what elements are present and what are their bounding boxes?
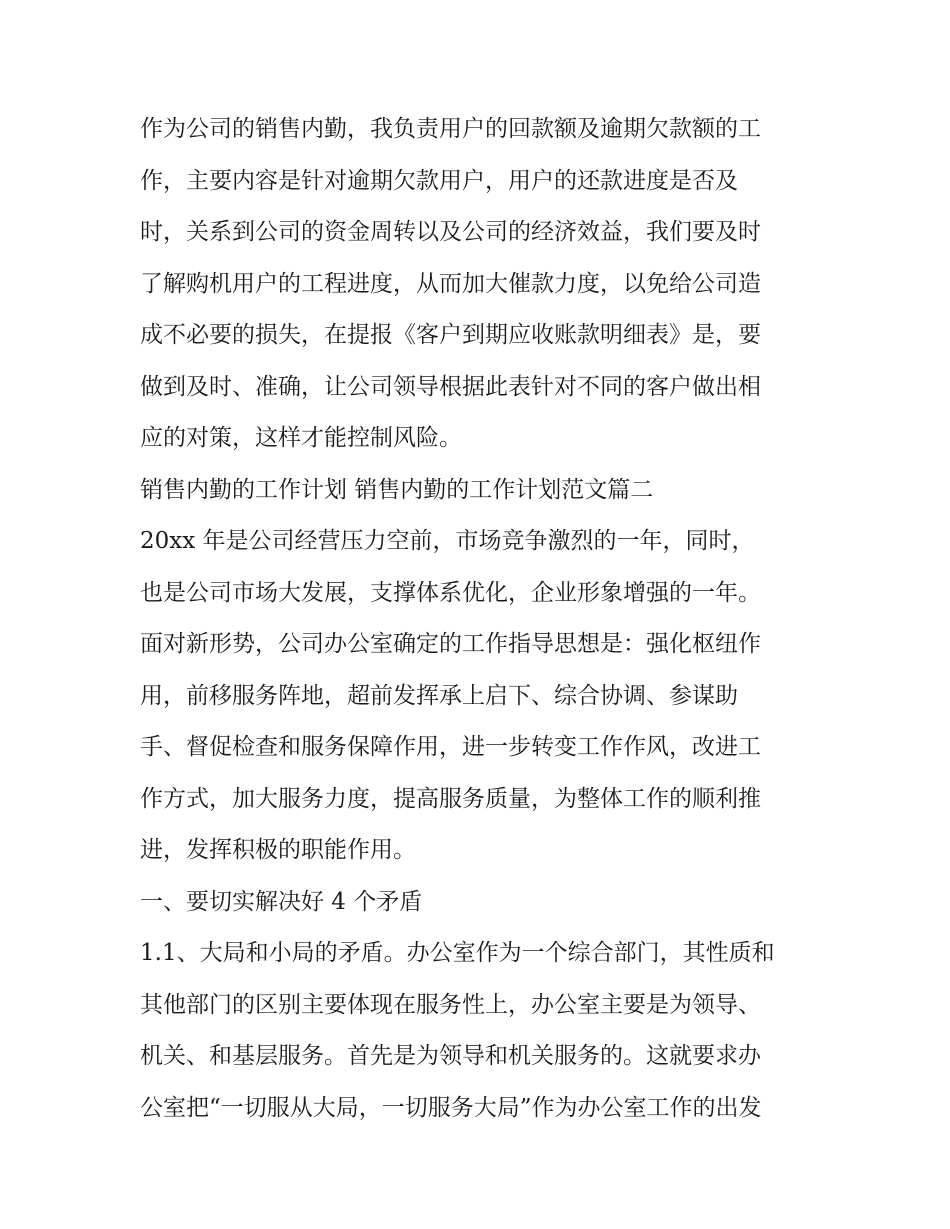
text-line: 进，发挥积极的职能作用。 <box>140 837 416 863</box>
text-line: 也是公司市场大发展，支撑体系优化，企业形象增强的一年。 <box>140 579 761 606</box>
text-line: 公室把“一切服从大局，一切服务大局”作为办公室工作的出发 <box>140 1094 762 1121</box>
text-line: 作，主要内容是针对逾期欠款用户，用户的还款进度是否及 <box>140 167 738 194</box>
text-line: 作方式，加大服务力度，提高服务质量，为整体工作的顺利推 <box>140 785 761 812</box>
text-line: 用，前移服务阵地，超前发挥承上启下、综合协调、参谋助 <box>140 682 738 709</box>
text-line: 其他部门的区别主要体现在服务性上，办公室主要是为领导、 <box>140 991 761 1018</box>
text-line: 20xx 年是公司经营压力空前，市场竞争激烈的一年，同时， <box>140 528 755 554</box>
text-line: 应的对策，这样才能控制风险。 <box>140 425 462 451</box>
document-body <box>140 104 820 1134</box>
text-line: 面对新形势，公司办公室确定的工作指导思想是：强化枢纽作 <box>140 631 761 657</box>
text-line: 手、督促检查和服务保障作用，进一步转变工作作风，改进工 <box>140 734 761 760</box>
subsection-heading: 一、要切实解决好 4 个矛盾 <box>140 888 423 915</box>
text-line: 时，关系到公司的资金周转以及公司的经济效益，我们要及时 <box>140 219 761 245</box>
text-line: 作为公司的销售内勤，我负责用户的回款额及逾期欠款额的工 <box>140 116 761 142</box>
text-line: 机关、和基层服务。首先是为领导和机关服务的。这就要求办 <box>140 1043 761 1069</box>
text-line: 成不必要的损失，在提报《客户到期应收账款明细表》是，要 <box>140 322 761 348</box>
section-heading: 销售内勤的工作计划 销售内勤的工作计划范文篇二 <box>140 476 654 503</box>
text-line: 做到及时、准确，让公司领导根据此表针对不同的客户做出相 <box>140 373 761 400</box>
text-line: 了解购机用户的工程进度，从而加大催款力度，以免给公司造 <box>140 270 761 297</box>
text-line: 1.1、大局和小局的矛盾。办公室作为一个综合部门，其性质和 <box>140 940 775 966</box>
